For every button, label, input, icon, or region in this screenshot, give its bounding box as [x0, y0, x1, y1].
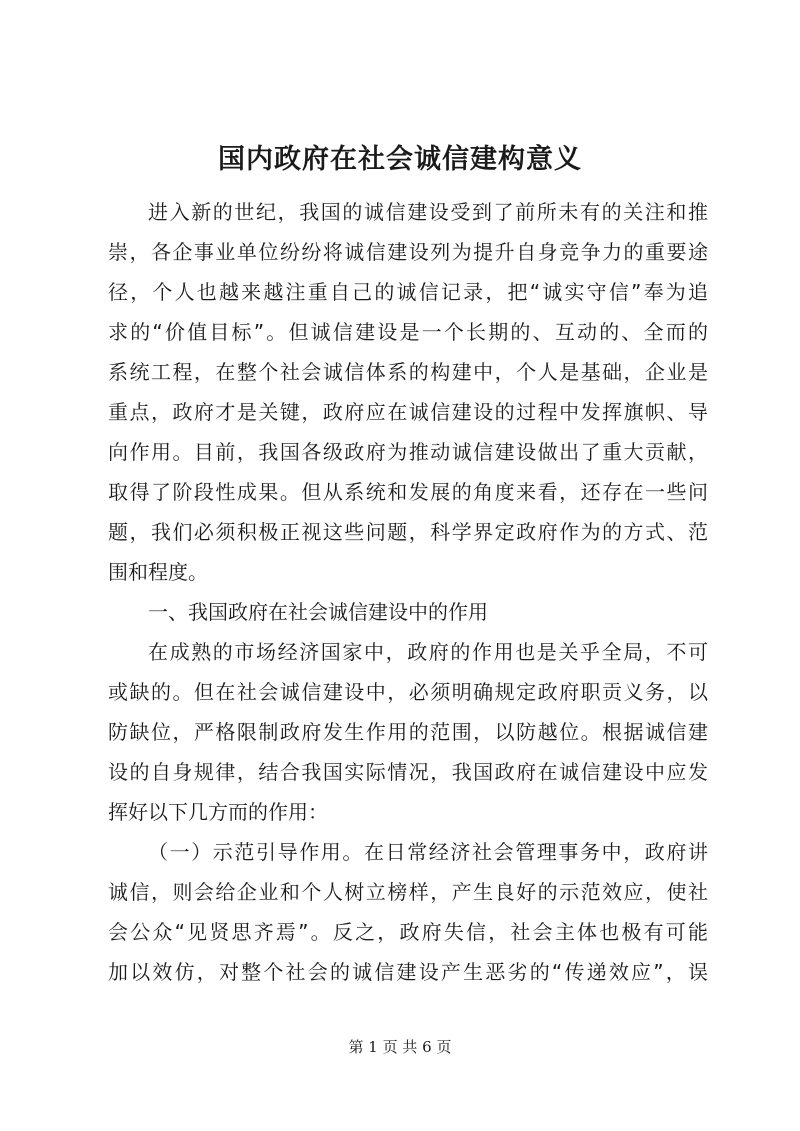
document-body	[108, 192, 708, 992]
text-line: 在成熟的市场经济国家中，政府的作用也是关乎全局，不可	[148, 640, 708, 664]
text-line: 加以效仿，对整个社会的诚信建设产生恶劣的“传递效应”，误	[108, 960, 708, 984]
text-line: 取得了阶段性成果。但从系统和发展的角度来看，还存在一些问	[108, 480, 708, 504]
text-line: （一）示范引导作用。在日常经济社会管理事务中，政府讲	[148, 840, 708, 864]
text-line: 防缺位，严格限制政府发生作用的范围，以防越位。根据诚信建	[108, 720, 708, 744]
page-number: 第 1 页 共 6 页	[348, 1038, 452, 1056]
text-line: 设的自身规律，结合我国实际情况，我国政府在诚信建设中应发	[108, 760, 708, 784]
section-heading: 一、我国政府在社会诚信建设中的作用	[148, 600, 488, 624]
text-line: 挥好以下几方而的作用：	[108, 800, 328, 824]
text-line: 径，个人也越来越注重自己的诚信记录，把“诚实守信”奉为追	[108, 280, 708, 304]
text-line: 崇，各企事业单位纷纷将诚信建设列为提升自身竞争力的重要途	[108, 240, 708, 264]
text-line: 题，我们必须积极正视这些问题，科学界定政府作为的方式、范	[108, 520, 708, 544]
text-line: 诚信，则会给企业和个人树立榜样，产生良好的示范效应，使社	[108, 880, 708, 904]
text-line: 向作用。目前，我国各级政府为推动诚信建设做出了重大贡献，	[108, 440, 708, 464]
text-line: 围和程度。	[108, 560, 208, 584]
paragraph-demonstration	[108, 832, 708, 992]
text-line: 求的“价值目标”。但诚信建设是一个长期的、互动的、全而的	[108, 320, 708, 344]
text-line: 系统工程，在整个社会诚信体系的构建中，个人是基础，企业是	[108, 360, 708, 384]
paragraph-role	[108, 632, 708, 832]
text-line: 或缺的。但在社会诚信建设中，必须明确规定政府职贡义务，以	[108, 680, 708, 704]
paragraph-intro	[108, 192, 708, 592]
text-line: 重点，政府才是关键，政府应在诚信建设的过程中发挥旗帜、导	[108, 400, 708, 424]
document-title: 国内政府在社会诚信建构意义	[218, 144, 582, 175]
text-line: 会公众“见贤思齐焉”。反之，政府失信，社会主体也极有可能	[108, 920, 708, 944]
text-line: 进入新的世纪，我国的诚信建设受到了前所未有的关注和推	[148, 200, 708, 224]
